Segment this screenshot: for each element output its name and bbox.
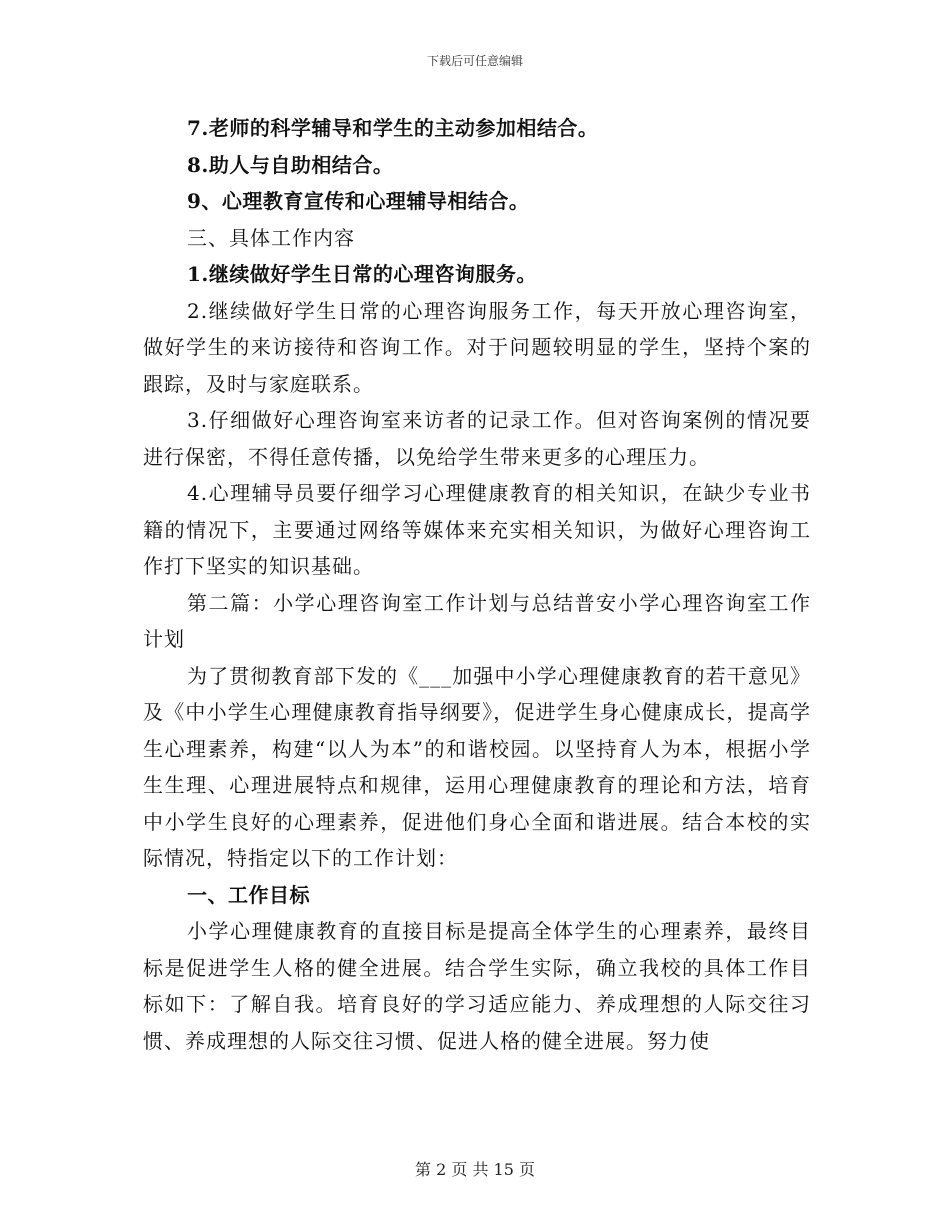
page-footer: 第 2 页 共 15 页: [415, 1160, 535, 1179]
paragraph-1: 7.老师的科学辅导和学生的主动参加相结合。: [187, 116, 599, 140]
paragraph-6: 2.继续做好学生日常的心理咨询服务工作，每天开放心理咨询室，做好学生的来访接待和咨询工作。对于问题较明显的学生，坚持个案的跟踪，及时与家庭联系。: [143, 298, 811, 396]
chapter-title: 第二篇：小学心理咨询室工作计划与总结普安小学心理咨询室工作计划: [143, 590, 811, 651]
paragraph-8: 4.心理辅导员要仔细学习心理健康教育的相关知识，在缺少专业书籍的情况下，主要通过网络等媒体来充实相关知识，为做好心理咨询工作打下坚实的知识基础。: [143, 481, 811, 578]
section-heading-3: 三、具体工作内容: [187, 225, 355, 250]
paragraph-12: 小学心理健康教育的直接目标是提高全体学生的心理素养，最终目标是促进学生人格的健全进展。结合学生实际，确立我校的具体工作目标如下：了解自我。培育良好的学习适应能力、养成理想的人际交往习惯、养成理想的人际交往习惯、促进人格的健全进展。努力使: [143, 919, 811, 1053]
section-heading-1: 一、工作目标: [187, 882, 310, 907]
paragraph-10: 为了贯彻教育部下发的《___加强中小学心理健康教育的若干意见》及《中小学生心理健康教育指导纲要》，促进学生身心健康成长，提高学生心理素养，构建“以人为本”的和谐校园。以坚持育人为本，根据小学生生理、心理进展特点和规律，运用心理健康教育的理论和方法，培育中小学生良好的心理素养，促进他们身心全面和谐进展。结合本校的实际情况，特指定以下的工作计划：: [143, 663, 811, 870]
document-body: [143, 110, 811, 1059]
paragraph-7: 3.仔细做好心理咨询室来访者的记录工作。但对咨询案例的情况要进行保密，不得任意传播，以免给学生带来更多的心理压力。: [143, 408, 811, 469]
page-header: 下载后可任意编辑: [426, 54, 523, 68]
paragraph-3: 9、心理教育宣传和心理辅导相结合。: [187, 189, 530, 213]
paragraph-5: 1.继续做好学生日常的心理咨询服务。: [187, 262, 537, 286]
paragraph-2: 8.助人与自助相结合。: [187, 152, 394, 177]
